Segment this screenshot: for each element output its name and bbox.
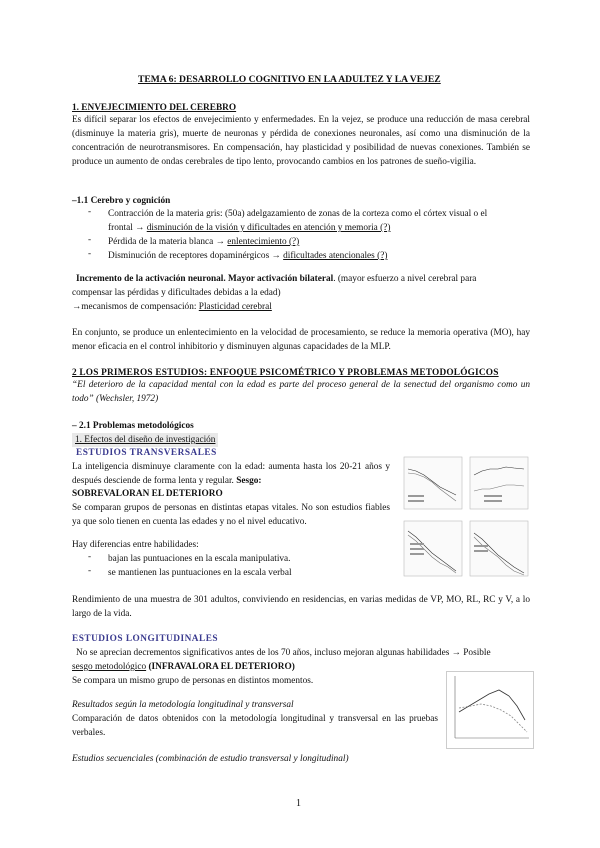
bullet-1-line-1: Contracción de la materia gris: (50a) adelgazamiento de zonas de la corteza como el córtex visual o el	[108, 209, 488, 219]
sequential-studies: Estudios secuenciales (combinación de estudio transversal y longitudinal)	[72, 754, 349, 764]
bullet-2-prefix: Pérdida de la materia blanca →	[108, 237, 225, 247]
bullet-marker: -	[88, 552, 92, 562]
bullet-1-line-2	[108, 221, 390, 235]
document-title: TEMA 6: DESARROLLO COGNITIVO EN LA ADULTEZ Y LA VEJEZ	[138, 74, 441, 85]
design-effects-heading: 1. Efectos del diseño de investigación	[72, 433, 218, 447]
method-bias-underlined: sesgo metodológico	[72, 662, 147, 672]
bullet-3	[108, 249, 387, 263]
section-1-paragraph: Es difícil separar los efectos de envejecimiento y enfermedades. En la vejez, se produce una reducción de masa cerebral (disminuye la materia gris), muerte de neuronas y pérdida de conexiones neuronales, así como una disminución de la concentración de neurotransmisores. En compensación, hay plasticidad y posibilidad de nuevas conexiones. También se produce un aumento de ondas cerebrales de tipo lento, provocando cambios en los patrones de sueño-vigilia.	[72, 115, 530, 167]
sample-performance: Rendimiento de una muestra de 301 adultos, conviviendo en residencias, en varias medidas de VP, MO, RL, RC y V, a lo largo de la vida.	[72, 595, 530, 619]
page-number: 1	[296, 798, 301, 809]
bullet-2-underlined: enlentecimiento (?)	[227, 237, 300, 247]
transversal-title: ESTUDIOS TRANSVERSALES	[76, 448, 217, 458]
activation-line-1	[76, 272, 476, 286]
bullet-marker: -	[88, 235, 92, 245]
subsection-1-1-heading: –1.1 Cerebro y cognición	[72, 196, 171, 206]
compensation-underlined: Plasticidad cerebral	[198, 302, 272, 312]
bullet-3-underlined: dificultades atencionales (?)	[283, 251, 388, 261]
difference-2: se mantienen las puntuaciones en la escala verbal	[108, 568, 292, 578]
bullet-marker: -	[88, 207, 92, 217]
bullet-3-prefix: Disminución de receptores dopaminérgicos →	[108, 251, 281, 261]
overvalue-label: SOBREVALORAN EL DETERIORO	[72, 489, 223, 499]
bullet-marker: -	[88, 566, 92, 576]
section-2-heading: 2 LOS PRIMEROS ESTUDIOS: ENFOQUE PSICOMÉTRICO Y PROBLEMAS METODOLÓGICOS	[72, 368, 499, 378]
longitudinal-line-1: No se aprecian decrementos significativos antes de los 70 años, incluso mejoran algunas habilidades → Posible	[76, 648, 491, 658]
conclusion-paragraph: En conjunto, se produce un enlentecimiento en la velocidad de procesamiento, se reduce la memoria operativa (MO), hay menor eficacia en el control inhibitorio y disminuyen algunas capacidades de la MLP.	[72, 328, 530, 352]
section-1-heading: 1. ENVEJECIMIENTO DEL CEREBRO	[72, 103, 237, 113]
differences-intro: Hay diferencias entre habilidades:	[72, 540, 199, 550]
longitudinal-line-3: Se compara un mismo grupo de personas en distintos momentos.	[72, 676, 314, 686]
difference-1: bajan las puntuaciones en la escala manipulativa.	[108, 554, 291, 564]
undervalue-label: (INFRAVALORA EL DETERIORO)	[148, 662, 295, 672]
activation-line-2: compensar las pérdidas y dificultades debidas a la edad)	[72, 288, 281, 298]
transversal-charts-figure	[398, 451, 532, 581]
bullet-1-underlined: disminución de la visión y dificultades en atención y memoria (?)	[146, 223, 391, 233]
activation-rest: . (mayor esfuerzo a nivel cerebral para	[333, 274, 477, 284]
transversal-paragraph	[72, 460, 390, 488]
transversal-compare: Se comparan grupos de personas en distintas etapas vitales. No son estudios fiables ya que solo tienen en cuenta las edades y no el nivel educativo.	[72, 503, 390, 527]
longitudinal-title: ESTUDIOS LONGITUDINALES	[72, 634, 219, 644]
bullet-1-prefix: frontal →	[108, 223, 145, 233]
bullet-marker: -	[88, 249, 92, 259]
compensation-line	[72, 300, 272, 314]
wechsler-quote: “El deterioro de la capacidad mental con la edad es parte del proceso general de la senectud del organismo como un todo” (Wechsler, 1972)	[72, 380, 530, 404]
bullet-2	[108, 235, 299, 249]
activation-bold: Incremento de la activación neuronal. Mayor activación bilateral	[76, 274, 334, 284]
longitudinal-chart-figure	[446, 671, 534, 749]
compensation-prefix: →mecanismos de compensación:	[72, 302, 197, 312]
longitudinal-line-2	[72, 660, 295, 674]
results-paragraph: Comparación de datos obtenidos con la metodología longitudinal y transversal en las pruebas verbales.	[72, 714, 438, 738]
transversal-text: La inteligencia disminuye claramente con la edad: aumenta hasta los 20-21 años y después desciende de forma lenta y regular.	[72, 462, 390, 486]
results-title: Resultados según la metodología longitudinal y transversal	[72, 700, 294, 710]
subsection-2-1-heading: – 2.1 Problemas metodológicos	[72, 421, 194, 431]
bias-label: Sesgo:	[236, 476, 262, 486]
